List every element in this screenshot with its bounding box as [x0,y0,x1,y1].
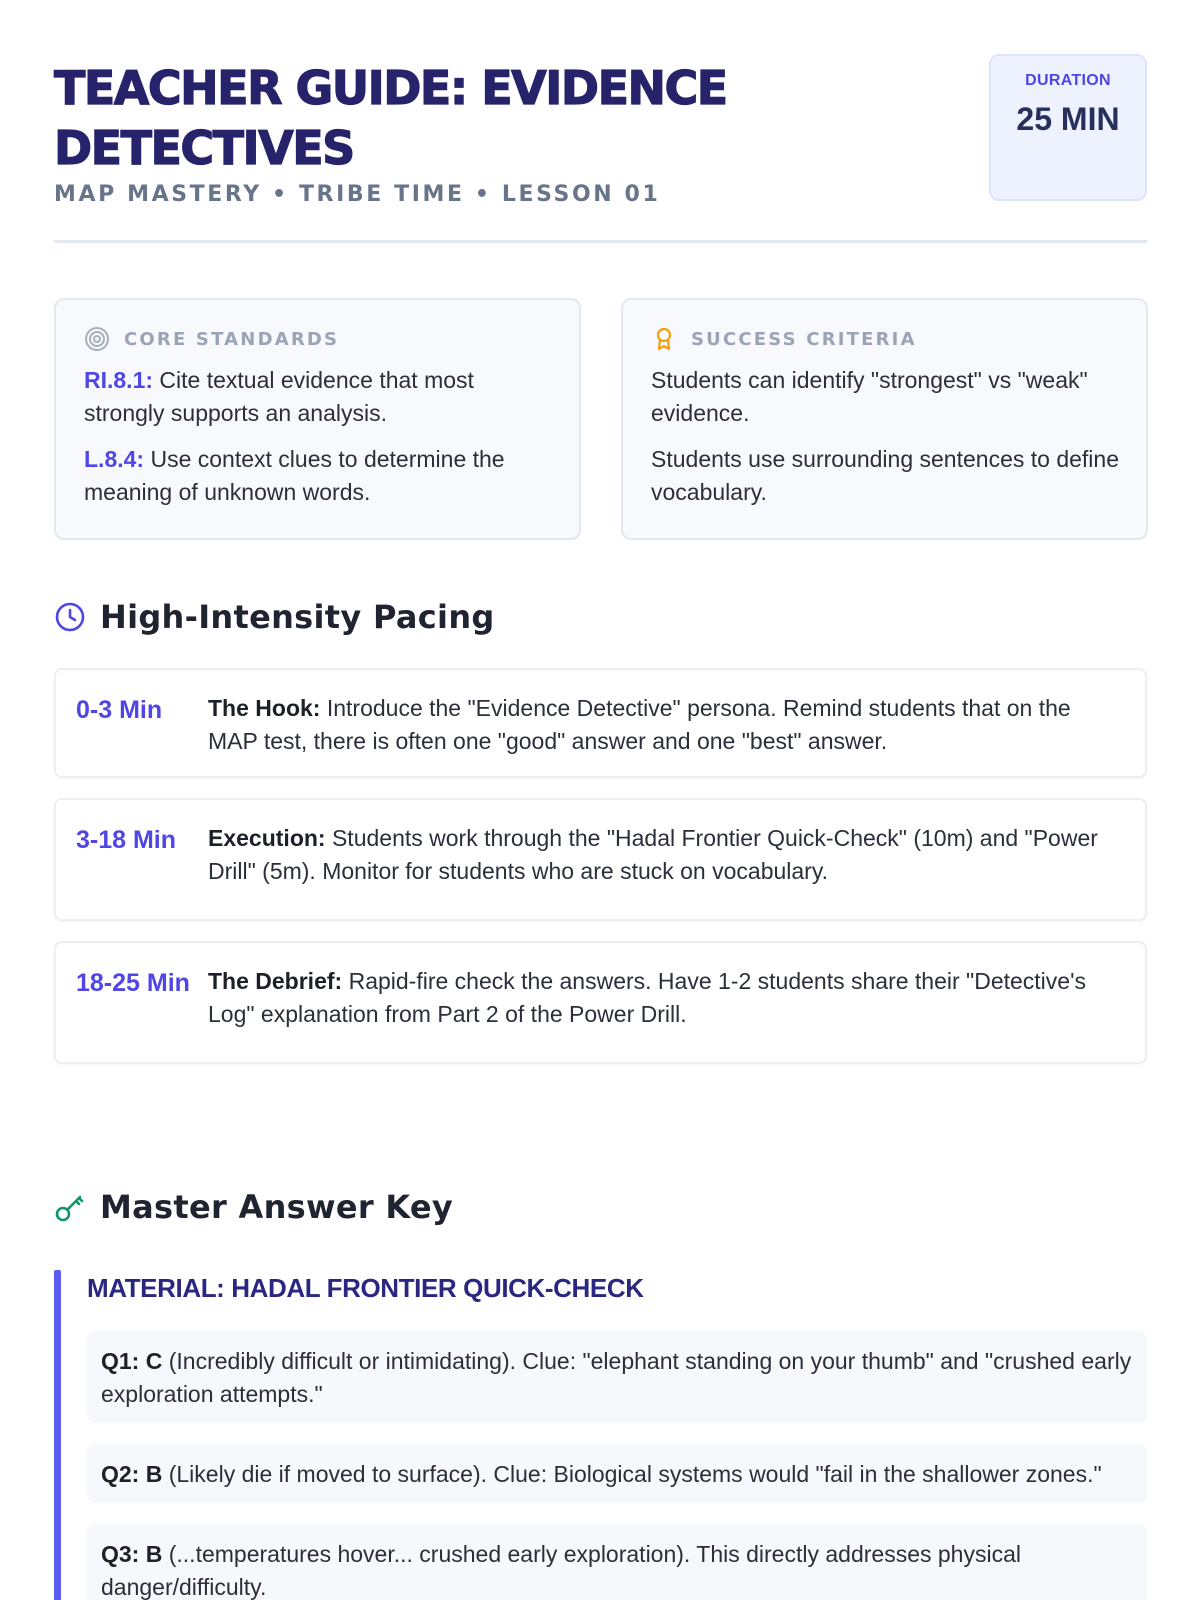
pacing-time: 18-25 Min [76,969,190,997]
pacing-label: The Debrief: [208,968,343,994]
pacing-section-header [54,595,495,639]
success-criteria-card [621,298,1148,540]
header [54,54,1147,243]
target-icon [84,326,110,352]
success-criteria-header [651,324,1120,354]
criteria-item: Students use surrounding sentences to define vocabulary. [651,446,1119,505]
pacing-row [54,798,1147,921]
core-standards-header [84,324,553,354]
criteria-item: Students can identify "strongest" vs "weak" evidence. [651,367,1088,426]
answer-text: (...temperatures hover... crushed early exploration). This directly addresses physical danger/difficulty. [101,1541,1021,1600]
pacing-text: Introduce the "Evidence Detective" persona. Remind students that on the MAP test, there is often one "good" answer and one "best" answer. [208,695,1071,754]
award-ribbon-icon [651,326,677,352]
answer-key-accent-bar [54,1270,61,1600]
pacing-row [54,941,1147,1064]
standard-code: L.8.4: [84,446,145,472]
pacing-time: 3-18 Min [76,826,177,854]
standard-text: Cite textual evidence that most strongly supports an analysis. [84,367,474,426]
answer-item [87,1331,1147,1423]
pacing-label: Execution: [208,825,326,851]
pacing-description [208,822,1118,888]
answer-text: (Likely die if moved to surface). Clue: Biological systems would "fail in the shallower zones." [162,1461,1102,1487]
answer-label: Q1: C [101,1348,163,1374]
duration-value: 25 MIN [1016,101,1120,137]
teacher-guide-page [54,0,1147,1600]
answer-key-material-title: MATERIAL: HADAL FRONTIER QUICK-CHECK [87,1273,644,1303]
pacing-label: The Hook: [208,695,321,721]
standard-item [84,364,553,430]
standard-item [84,443,553,509]
answer-label: Q2: B [101,1461,163,1487]
core-standards-heading: CORE STANDARDS [124,328,340,350]
success-criteria-heading: SUCCESS CRITERIA [691,328,917,350]
pacing-row [54,668,1147,778]
pacing-heading: High-Intensity Pacing [100,598,495,636]
answer-key-heading: Master Answer Key [100,1188,454,1226]
page-subtitle: MAP MASTERY • TRIBE TIME • LESSON 01 [54,182,661,207]
answer-item [87,1524,1147,1600]
pacing-description [208,965,1118,1031]
answer-label: Q3: B [101,1541,163,1567]
key-icon [54,1191,86,1223]
standard-text: Use context clues to determine the meaning of unknown words. [84,446,505,505]
pacing-text: Students work through the "Hadal Frontier Quick-Check" (10m) and "Power Drill" (5m). Monitor for students who are stuck on vocabulary. [208,825,1098,884]
duration-badge [989,54,1147,201]
core-standards-card [54,298,581,540]
answer-text: (Incredibly difficult or intimidating). Clue: "elephant standing on your thumb" and "crushed early exploration attempts." [101,1348,1132,1407]
answer-key-section-header [54,1185,453,1229]
pacing-time: 0-3 Min [76,696,163,724]
pacing-text: Rapid-fire check the answers. Have 1-2 students share their "Detective's Log" explanation from Part 2 of the Power Drill. [208,968,1086,1027]
page-title: TEACHER GUIDE: EVIDENCE DETECTIVES [54,61,727,175]
standard-code: RI.8.1: [84,367,154,393]
clock-icon [54,601,86,633]
answer-item [87,1444,1147,1503]
duration-label: DURATION [1025,72,1111,89]
pacing-description [208,692,1118,758]
